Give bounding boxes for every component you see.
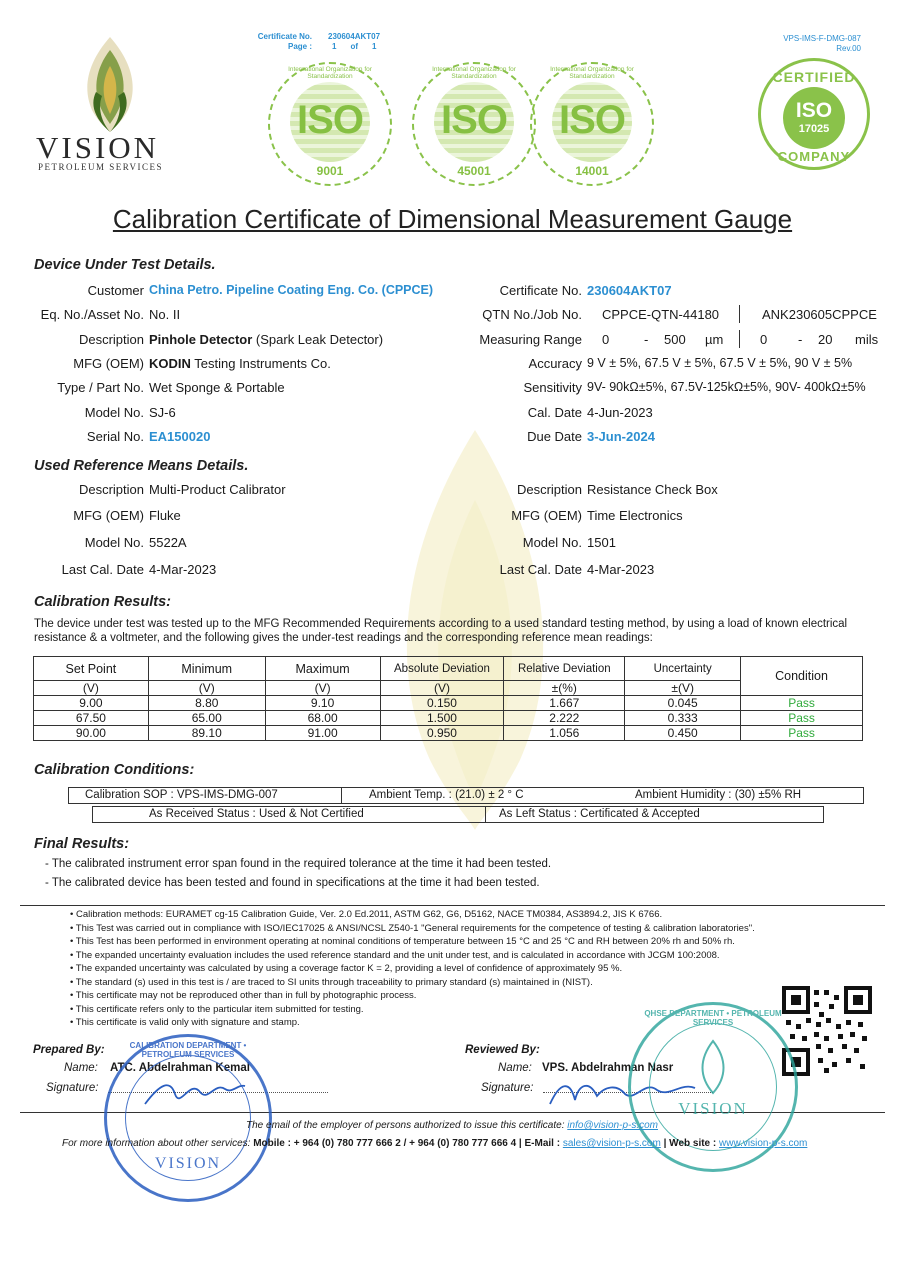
iso-badge-14001 — [530, 62, 654, 186]
device-heading: Device Under Test Details. — [34, 257, 216, 273]
certified-inner-circle — [783, 87, 845, 149]
certified-company-badge — [758, 58, 870, 170]
doc-rev: Rev.00 — [836, 44, 861, 53]
range-mils-min: 0 — [760, 332, 768, 347]
final-heading: Final Results: — [34, 836, 130, 852]
results-table — [33, 656, 863, 741]
received-status: As Received Status : Used & Not Certified — [149, 808, 364, 820]
footer-sales-email-link[interactable]: sales@vision-p-s.com — [562, 1138, 661, 1149]
flame-logo-icon — [30, 32, 190, 142]
ref-right-cal-label: Last Cal. Date — [499, 562, 582, 577]
mfg-value — [149, 356, 331, 371]
unit-cell: (V) — [148, 681, 265, 696]
footer-email-line — [246, 1120, 658, 1131]
table-row — [34, 726, 863, 741]
results-unit-row — [34, 681, 863, 696]
accuracy-label: Accuracy — [528, 356, 582, 371]
sensitivity-value: 9V- 90kΩ±5%, 67.5V-125kΩ±5%, 90V- 400kΩ±5% — [587, 380, 866, 394]
note-item: • This Test was carried out in compliance with ISO/IEC17025 & ANSI/NCSL Z540-1 "General requirements for the competence of testing & calibration laboratories". — [70, 922, 755, 934]
meta-cert-value: 230604AKT07 — [328, 32, 381, 41]
certified-number: 17025 — [798, 123, 830, 135]
col-uncertainty: Uncertainty — [625, 657, 741, 681]
stamp-center-text: VISION — [154, 1155, 222, 1172]
vision-logo — [30, 32, 190, 172]
doc-code — [783, 34, 861, 54]
reviewed-name-value: VPS. Abdelrahman Nasr — [542, 1062, 674, 1074]
stamp-ring-text: CALIBRATION DEPARTMENT • PETROLEUM SERVICES — [129, 1041, 247, 1059]
sensitivity-label: Sensitivity — [523, 380, 582, 395]
ref-right-description-value: Resistance Check Box — [587, 482, 718, 497]
description-value-bold: Pinhole Detector — [149, 332, 253, 347]
footer-website-link[interactable]: www.vision-p-s.com — [719, 1138, 808, 1149]
cell-maximum: 91.00 — [265, 726, 380, 741]
ambient-humidity: Ambient Humidity : (30) ±5% RH — [635, 789, 802, 801]
model-label: Model No. — [84, 405, 144, 420]
range-mils-max: 20 — [818, 332, 833, 347]
customer-value: China Petro. Pipeline Coating Eng. Co. (CPPCE) — [149, 283, 434, 297]
range-um-max: 500 — [664, 332, 686, 347]
qtn-separator — [739, 305, 740, 323]
iso-label: ISO — [559, 98, 625, 142]
conditions-divider — [485, 807, 486, 822]
ref-right-cal-value: 4-Mar-2023 — [587, 562, 655, 577]
unit-cell: (V) — [380, 681, 504, 696]
unit-cell: ±(%) — [504, 681, 625, 696]
unit-cell: (V) — [34, 681, 149, 696]
cell-absolute-deviation: 0.150 — [380, 696, 504, 711]
meta-page-label: Page : — [287, 42, 312, 51]
prepared-name-value: ATC. Abdelrahman Kemal — [110, 1062, 250, 1074]
cell-set-point: 90.00 — [34, 726, 149, 741]
cell-absolute-deviation: 1.500 — [380, 711, 504, 726]
customer-label: Customer — [87, 283, 144, 298]
reviewed-name-label: Name: — [498, 1062, 532, 1074]
ref-left-model-value: 5522A — [149, 535, 187, 550]
cell-uncertainty: 0.045 — [625, 696, 741, 711]
certified-top-text: CERTIFIED — [772, 69, 856, 85]
unit-cell: (V) — [265, 681, 380, 696]
iso-label: ISO — [441, 98, 507, 142]
certified-iso: ISO — [795, 99, 833, 122]
asset-no-label: Eq. No./Asset No. — [40, 307, 144, 322]
results-heading: Calibration Results: — [34, 594, 171, 610]
due-date-label: Due Date — [527, 429, 582, 444]
cell-uncertainty: 0.450 — [625, 726, 741, 741]
table-row — [34, 711, 863, 726]
cell-relative-deviation: 1.667 — [504, 696, 625, 711]
iso-ring-text: International Organization for Standardization — [550, 66, 634, 80]
results-header-row — [34, 657, 863, 681]
job-value: ANK230605CPPCE — [762, 307, 877, 322]
ref-right-mfg-value: Time Electronics — [587, 508, 683, 523]
final-line-1: - The calibrated instrument error span found in the required tolerance at the time it had been tested. — [45, 858, 552, 870]
reviewed-by-label: Reviewed By: — [465, 1044, 540, 1056]
note-item: • The expanded uncertainty evaluation includes the used reference standard and the unit under test, and is calculated in accordance with JCGM 100:2008. — [70, 949, 720, 961]
description-value — [149, 332, 383, 347]
iso-ring-text: International Organization for Standardization — [432, 66, 516, 80]
cell-condition: Pass — [741, 696, 863, 711]
cell-minimum: 89.10 — [148, 726, 265, 741]
ref-left-mfg-value: Fluke — [149, 508, 181, 523]
accuracy-value: 9 V ± 5%, 67.5 V ± 5%, 67.5 V ± 5%, 90 V ± 5% — [587, 356, 853, 370]
reviewed-signature-label: Signature: — [481, 1082, 534, 1094]
note-item: • This Test has been performed in environment operating at nominal conditions of temperature between 15 °C and 25 °C and RH between 20% rh and 50% rh. — [70, 936, 735, 947]
range-um-unit: µm — [705, 332, 724, 347]
note-item: • Calibration methods: EURAMET cg-15 Calibration Guide, Ver. 2.0 Ed.2011, ASTM G62, G6, D5162, NACE TM0384, AS3894.2, JIS K 6766. — [70, 909, 663, 920]
range-um-min: 0 — [602, 332, 610, 347]
certified-bottom-text: COMPANY — [777, 149, 851, 164]
stamp-ring-text: QHSE DEPARTMENT • PETROLEUM SERVICES — [644, 1009, 782, 1027]
logo-subtitle: PETROLEUM SERVICES — [38, 162, 164, 172]
stamp-flame-icon — [693, 1039, 733, 1095]
doc-code-text: VPS-IMS-F-DMG-087 — [783, 34, 861, 43]
col-condition: Condition — [741, 657, 863, 696]
note-item: • This certificate is valid only with signature and stamp. — [70, 1017, 300, 1028]
iso-number: 9001 — [316, 164, 344, 178]
certificate-no-value: 230604AKT07 — [587, 283, 672, 298]
cell-absolute-deviation: 0.950 — [380, 726, 504, 741]
qr-code-icon — [782, 986, 872, 1076]
col-absolute-deviation: Absolute Deviation — [380, 657, 504, 681]
conditions-box-bottom — [92, 806, 824, 823]
results-intro: The device under test was tested up to the MFG Recommended Requirements according to a used standard testing method, by using a load of known electrical resistance & a voltmeter, and the following gives the under-test readings and the corresponding reference mean readings: — [34, 618, 848, 644]
range-um-dash: - — [644, 332, 649, 347]
qtn-label: QTN No./Job No. — [482, 307, 582, 322]
iso-number: 14001 — [575, 164, 609, 178]
col-minimum: Minimum — [148, 657, 265, 681]
due-date-value: 3-Jun-2024 — [587, 429, 655, 444]
meta-cert-label: Certificate No. — [257, 32, 312, 41]
mfg-label: MFG (OEM) — [73, 356, 144, 371]
cell-minimum: 65.00 — [148, 711, 265, 726]
cell-condition: Pass — [741, 726, 863, 741]
ref-left-mfg-label: MFG (OEM) — [73, 508, 144, 523]
note-item: • This certificate refers only to the particular item submitted for testing. — [70, 1003, 364, 1015]
reference-heading: Used Reference Means Details. — [34, 458, 249, 474]
footer-email-prefix: The email of the employer of persons authorized to issue this certificate: — [246, 1120, 565, 1131]
ref-left-model-label: Model No. — [84, 535, 144, 550]
serial-label: Serial No. — [86, 429, 144, 444]
prepared-name-label: Name: — [64, 1062, 98, 1074]
serial-value: EA150020 — [149, 429, 211, 444]
cell-condition: Pass — [741, 711, 863, 726]
cell-set-point: 67.50 — [34, 711, 149, 726]
divider — [20, 905, 885, 906]
qtn-value: CPPCE-QTN-44180 — [602, 307, 720, 322]
ref-left-description-label: Description — [78, 482, 144, 497]
range-mils-unit: mils — [855, 332, 879, 347]
ref-right-model-value: 1501 — [587, 535, 616, 550]
type-value: Wet Sponge & Portable — [149, 380, 285, 395]
final-line-2: - The calibrated device has been tested and found in specifications at the time it had been tested. — [45, 877, 540, 889]
meta-page-total: 1 — [372, 42, 377, 51]
prepared-by-label: Prepared By: — [33, 1044, 105, 1056]
table-row — [34, 696, 863, 711]
iso-badge-45001 — [412, 62, 536, 186]
prepared-signature-label: Signature: — [46, 1082, 99, 1094]
cell-minimum: 8.80 — [148, 696, 265, 711]
cal-date-value: 4-Jun-2023 — [587, 405, 653, 420]
cell-uncertainty: 0.333 — [625, 711, 741, 726]
ref-left-description-value: Multi-Product Calibrator — [149, 482, 286, 497]
asset-no-value: No. II — [149, 307, 181, 322]
sop-value: Calibration SOP : VPS-IMS-DMG-007 — [85, 789, 278, 801]
cell-relative-deviation: 1.056 — [504, 726, 625, 741]
mfg-value-rest: Testing Instruments Co. — [190, 356, 331, 371]
footer-mobile: Mobile : + 964 (0) 780 777 666 2 / + 964 (0) 780 777 666 4 | E-Mail : — [253, 1138, 561, 1149]
note-item: • This certificate may not be reproduced other than in full by photographic process. — [70, 990, 417, 1001]
stamp-center-text: VISION — [678, 1099, 748, 1118]
ambient-temp: Ambient Temp. : (21.0) ± 2 ° C — [369, 789, 524, 801]
note-item: • The standard (s) used in this test is / are traced to SI units through traceability to primary standard (s) maintained in (NIST). — [70, 976, 593, 988]
description-label: Description — [78, 332, 144, 347]
ref-left-cal-label: Last Cal. Date — [61, 562, 144, 577]
footer-website-label: | Web site : — [663, 1138, 717, 1149]
footer-info-prefix: For more information about other services: — [62, 1138, 251, 1149]
range-label: Measuring Range — [479, 332, 582, 347]
note-item: • The expanded uncertainty was calculated by using a coverage factor K = 2, providing a level of confidence of approximately 95 %. — [70, 963, 623, 974]
unit-cell: ±(V) — [625, 681, 741, 696]
ref-right-mfg-label: MFG (OEM) — [511, 508, 582, 523]
iso-badge-9001 — [268, 62, 392, 186]
page-title: Calibration Certificate of Dimensional Measurement Gauge — [112, 204, 793, 234]
ref-left-cal-value: 4-Mar-2023 — [149, 562, 217, 577]
certificate-meta — [238, 32, 380, 52]
conditions-box-top — [68, 787, 864, 804]
iso-label: ISO — [297, 98, 363, 142]
description-value-rest: (Spark Leak Detector) — [252, 332, 384, 347]
calibration-department-stamp — [104, 1034, 272, 1202]
cell-set-point: 9.00 — [34, 696, 149, 711]
logo-wordmark: VISION — [36, 130, 160, 165]
model-value: SJ-6 — [149, 405, 176, 420]
cell-relative-deviation: 2.222 — [504, 711, 625, 726]
mfg-value-bold: KODIN — [149, 356, 191, 371]
cell-maximum: 9.10 — [265, 696, 380, 711]
range-mils-dash: - — [798, 332, 803, 347]
footer-contact-line — [62, 1138, 807, 1149]
footer-email-link[interactable]: info@vision-p-s.com — [567, 1120, 659, 1131]
conditions-divider — [341, 788, 342, 803]
cell-maximum: 68.00 — [265, 711, 380, 726]
col-maximum: Maximum — [265, 657, 380, 681]
col-relative-deviation: Relative Deviation — [504, 657, 625, 681]
ref-right-description-label: Description — [516, 482, 582, 497]
iso-ring-text: International Organization for Standardization — [288, 66, 372, 80]
range-separator — [739, 330, 740, 348]
left-status: As Left Status : Certificated & Accepted — [499, 808, 700, 820]
meta-page-value: 1 — [332, 42, 337, 51]
col-set-point: Set Point — [34, 657, 149, 681]
type-label: Type / Part No. — [57, 380, 144, 395]
iso-number: 45001 — [457, 164, 491, 178]
ref-right-model-label: Model No. — [522, 535, 582, 550]
conditions-heading: Calibration Conditions: — [34, 762, 195, 778]
certificate-no-label: Certificate No. — [499, 283, 582, 298]
cal-date-label: Cal. Date — [527, 405, 582, 420]
meta-page-of: of — [350, 42, 359, 51]
